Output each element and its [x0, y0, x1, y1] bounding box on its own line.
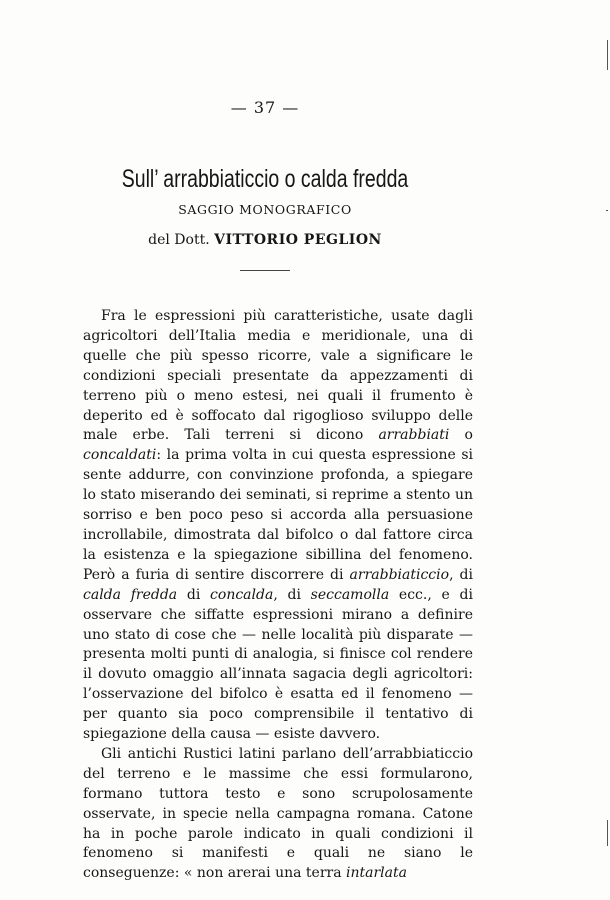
p1-italic-term: calda fredda: [83, 586, 178, 603]
paragraph-1: [83, 307, 473, 745]
p1-text: , di: [449, 566, 473, 583]
title-divider: [240, 270, 290, 271]
author-name: VITTORIO PEGLION: [214, 232, 382, 248]
article-title: Sull’ arrabbiaticcio o calda fredda: [121, 164, 409, 193]
p1-italic-term: arrabbiaticcio: [349, 566, 450, 583]
p1-text: , di: [273, 586, 311, 603]
p2-text: Gli antichi Rustici latini parlano dell’arrabbiaticcio del terreno e le massime che essi formularono, formano tuttora testo e sono scrupolosamente osservate, in specie nella campagna romana. Catone ha in poche parole indicato in quali condizioni il fenomeno si manifesti e quali ne siano le conseguenze: « non arerai una terra: [83, 745, 473, 882]
p1-italic-term: concalda: [210, 586, 274, 603]
page-number: — 37 —: [230, 98, 300, 117]
scan-edge-mark: [607, 40, 608, 70]
article-body: [83, 307, 473, 884]
article-subtitle: SAGGIO MONOGRAFICO: [178, 202, 352, 217]
scan-edge-mark: [607, 820, 608, 846]
paragraph-2: [83, 745, 473, 884]
p1-italic-term: seccamolla: [310, 586, 390, 603]
p1-text: di: [177, 586, 211, 603]
p1-text: Fra le espressioni più caratteristiche, usate dagli agricoltori dell’Italia media e meridionale, una di quelle che più spesso ricorre, vale a significare le condizioni speciali presentate da appezzamenti di terreno più o meno estesi, nei quali il frumento è deperito ed è soffocato dal rigoglioso sviluppo delle male erbe. Tali terreni si dicono: [83, 308, 473, 444]
p1-text: ecc., e di osservare che siffatte espressioni mirano a definire uno stato di cose che — nelle località più disparate — presenta molti punti di analogia, si finisce col rendere il dovuto omaggio all’innata sagacia degli agricoltori: l’osservazione del bifolco è esatta ed il fenomeno — per quanto sia poco comprensibile il tentativo di spiegazione della causa — esiste davvero.: [83, 586, 473, 743]
author-prefix: del Dott.: [148, 232, 210, 248]
author-line: [0, 232, 530, 248]
p2-italic-term: intarlata: [346, 865, 407, 882]
p1-italic-term: arrabbiati: [378, 427, 450, 444]
p1-text: : la prima volta in cui questa espressione si sente addurre, con convinzione profonda, a spiegare lo stato miserando dei seminati, si reprime a stento un sorriso e ben poco peso si accorda alla persuasione incrollabile, dimostrata dal bifolco o dal fattore circa la esistenza e la spiegazione sibillina del fenomeno. Però a furia di sentire discorrere di: [83, 447, 473, 583]
scan-edge-mark: [606, 210, 608, 211]
p1-text: o: [449, 427, 473, 444]
p1-italic-term: concaldati: [83, 447, 157, 464]
